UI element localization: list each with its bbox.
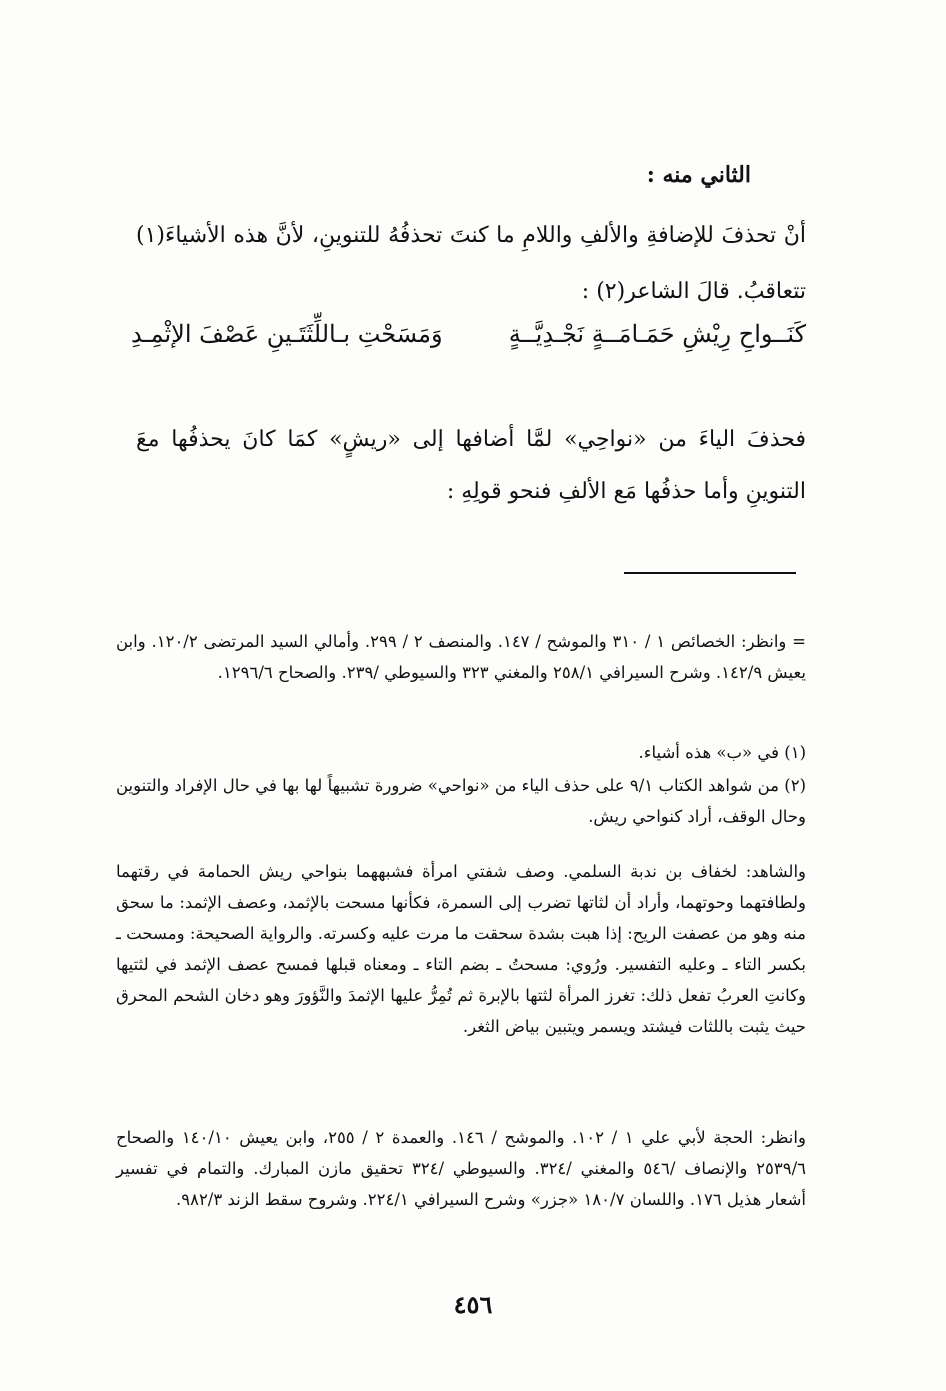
- main-paragraph-2: فحذفَ الياءَ من «نواحِي» لمَّا أضافها إلى «ريشٍ» كمَا كانَ يحذفُها معَ التنوينِ وأما حذفُها مَع الألفِ فنحو قولِهِ :: [136, 427, 806, 504]
- footnote-continued: = وانظر: الخصائص ١ / ٣١٠ والموشح / ١٤٧. والمنصف ٢ / ٢٩٩. وأمالي السيد المرتضى ١٢٠/٢. وابن يعيش ١٤٢/٩. وشرح السيرافي ٢٥٨/١ والمغني ٣٢٣ والسيوطي /٢٣٩. والصحاح ١٢٩٦/٦.: [116, 632, 806, 682]
- footnote-2: (٢) من شواهد الكتاب ٩/١ على حذف الياء من «نواحي» ضرورة تشبيهاً لها بها في حال الإفراد والتنوين وحال الوقف، أراد كنواحي ريش.: [116, 776, 807, 826]
- page-number: ٤٥٦: [453, 1290, 493, 1319]
- footnote-separator: [624, 572, 796, 574]
- footnote-1: (١) في «ب» هذه أشياء.: [638, 743, 806, 762]
- section-heading: الثاني منه :: [646, 162, 751, 188]
- verse-hemistich-2: وَمَسَحْتِ بـاللِّثَتَـينِ عَصْفَ الإثْمِـدِ: [131, 320, 443, 348]
- verse-hemistich-1: كَنَــواحِ رِيْشِ حَمَـامَــةٍ نَجْـدِيَّــةٍ: [508, 320, 806, 348]
- main-paragraph-1: أنْ تحذفَ للإضافةِ والألفِ واللامِ ما كنتَ تحذفُهُ للتنوينِ، لأنَّ هذه الأشياءَ(١) تتعاقبُ. قالَ الشاعر(٢) :: [136, 223, 806, 304]
- poetry-verse: [131, 320, 806, 380]
- footnote-2-commentary: والشاهد: لخفاف بن ندبة السلمي. وصف شفتي امرأة فشبههما بنواحي ريش الحمامة في رقتهما ولطافتهما وحوتهما، وأراد أن لثاتها تضرب إلى السمرة، فكأنها مسحت بالإثمد، وعصف الإثمد: ما سحق منه وهو من عصفت الريح: إذا هبت بشدة سحقت ما مرت عليه وكسرته. والرواية الصحيحة: ومسحت ـ بكسر التاء ـ وعليه التفسير. ورُوي: مسحتُ ـ بضم التاء ـ ومعناه قبلها فمسح عصف الإثمد في لثتيها وكانتِ العربُ تفعل ذلك: تغرز المرأة لثتها بالإبرة ثم تُمِرُّ عليها الإثمدَ والنَّؤورَ وهو دخان الشحم المحرق حيث يثبت باللثات فيشتد ويسمر ويتبين بياض الثغر.: [116, 862, 806, 1036]
- footnote-2-references: وانظر: الحجة لأبي علي ١ / ١٠٢. والموشح / ١٤٦. والعمدة ٢ / ٢٥٥، وابن يعيش ١٤٠/١٠ والصحاح ٢٥٣٩/٦ والإنصاف /٥٤٦ والمغني /٣٢٤. والسيوطي /٣٢٤ تحقيق مازن المبارك. والتمام في تفسير أشعار هذيل ١٧٦. واللسان ١٨٠/٧ «جزر» وشرح السيرافي ٢٢٤/١. وشروح سقط الزند ٩٨٢/٣.: [116, 1128, 807, 1209]
